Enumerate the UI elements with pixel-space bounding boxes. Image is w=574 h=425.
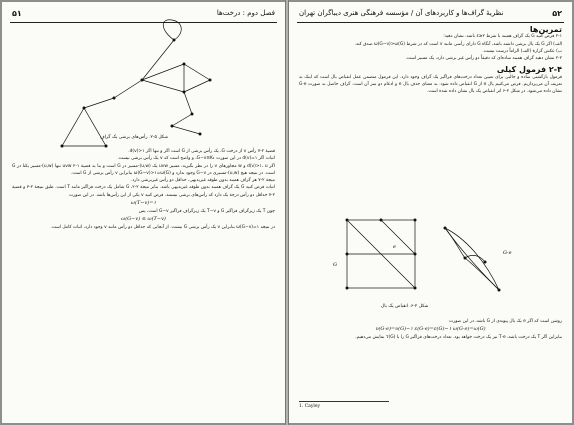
theorem-2-7: قضیهٔ ۲-۷ رأس v از درخت G، یک رأس برشی از G است اگر و تنها اگر d(v)>۱. <box>128 149 275 154</box>
right-page-number: ۵۲ <box>552 9 562 18</box>
proof-part-2: اگر d(v)>۱، u و w مجاورهای v را در نظر بگیرید، مسیر uvw یک (u,w)-مسیر در G است و بنا به قضیهٔ ۱-۲ uvw تنها (u,w)-مسیر یکتا در G است. در نتیجه هیچ (u,w)-مسیری در G−v وجود ندارد و ω(G−v)>۱=ω(G) بنابراین v رأس برشی از G است. <box>12 163 275 176</box>
exercise-2-1-a: الف) اگر G یک یال برشی داشته باشد، آنگاه G دارای رأسی مانند v است که در شرط ω(G−v)>ω(G) صدق کند. <box>354 41 562 47</box>
spanning-tree-count-text: بنابراین اگر T یک درخت باشد، T·e نیز یک درخت خواهد بود. تعداد درخت‌های فراگیر G را با τ(G) نمایش می‌دهیم. <box>355 335 562 341</box>
left-body-text <box>12 148 275 232</box>
footnote: 1. Cayley <box>299 401 389 409</box>
cayley-intro: فرمول بازگشتی ساده و جالبی برای تعیین تعداد درخت‌های فراگیر یک گراف وجود دارد. این فرمول متضمن عمل انقباض یال است که اینک به تعریف آن می‌پردازیم. فرض می‌کنیم یال e از G انقباض داده شود. به معنای حذف یال e و ادغام دو سر آن است. گراف حاصل به صورت G·e نشان داده می‌شود. در شکل ۲-۶ اثر انقباض یک یال نشان داده شده است. <box>299 74 562 95</box>
exercise-2-1: ۲-۱ فرض کنید G یک گراف همبند با شرط ε≥۲ باشد. نشان دهید: <box>443 34 562 40</box>
exercise-2-1-b: ب) عکس گزارهٔ (الف) الزاماً درست نیست. <box>482 48 562 54</box>
right-figure-caption: شکل ۲-۶. انقباض یک یال <box>381 304 429 309</box>
right-page-header <box>297 8 564 23</box>
section-cayley-title: ۲-۴ فرمول کیلی <box>496 65 562 75</box>
left-running-head: فصل دوم : درخت‌ها <box>216 9 275 17</box>
left-page <box>2 2 285 423</box>
right-body-bottom <box>299 318 562 342</box>
contraction-equations: υ(G·e)=υ(G)−۱ ε(G·e)=ε(G)−۱ ω(G·e)=ω(G) <box>375 326 486 333</box>
proof-part-1: اثبات اگر d(v)=۱ در این صورت G−v≅K₁، و واضح است که v یک رأس برشی نیست. <box>117 156 275 162</box>
exercise-2-2: ۲-۲ نشان دهید گراف همبند ساده‌ای که دقیقاً دو رأس غیر برشی دارد، یک مسیر است. <box>405 56 562 62</box>
left-figure-caption: شکل ۵-۲. رأس‌های برشی یک گراف <box>100 135 168 140</box>
graph-ge-label: G·e <box>503 250 512 256</box>
corollary-2-7: نتیجهٔ ۲-۷ هر گراف همبند بدون طوقه غیربدیهی، حداقل دو رأس غیربرشی دارد. <box>130 178 275 184</box>
equation-omega-t: ω(T−v)=۱ <box>130 200 157 207</box>
right-running-head: نظریهٔ گراف‌ها و کاربردهای آن / مؤسسه فرهنگی هنری دیباگران تهران <box>299 9 504 17</box>
graph-g-label: G <box>333 262 337 268</box>
contraction-result-text: روشن است که اگر e یک یال پیوندی از G باشد، در این صورت <box>449 319 562 324</box>
left-page-header <box>10 8 277 23</box>
edge-contraction-figure <box>289 214 572 324</box>
cut-vertex-graph-figure <box>2 22 285 152</box>
edge-e-label: e <box>393 244 396 250</box>
right-body-top <box>299 26 562 96</box>
right-page <box>289 2 572 423</box>
equation-omega-g: ω(G−v) ≤ ω(T−v) <box>121 216 166 223</box>
spanning-subgraph-text: چون T یک زیرگراف فراگیر G و T−v یک زیرگراف فراگیر G−v است، پس <box>138 209 275 215</box>
corollary-proof: اثبات فرض کنید G یک گراف همبند بدون طوقه غیربدیهی باشد. بنابر نتیجهٔ ۲-۲، G شامل یک درخت فراگیر مانند T است. طبق نتیجهٔ ۲-۳ و قضیهٔ ۲-۷ حداقل دو رأس درجهٔ یک دارد که رأس‌های برشی نیستند. فرض کنید v یکی از این رأس‌ها باشد. در این صورت <box>12 185 275 198</box>
proof-conclusion: در نتیجه ω(G−v)=۱ بنابراین v یک رأس برشی G نیست. از آنجایی که حداقل دو رأس مانند v وجود دارد، اثبات کامل است. <box>50 225 275 231</box>
exercises-title: تمرین‌ها <box>529 25 562 34</box>
left-page-number: ۵۱ <box>12 9 22 18</box>
